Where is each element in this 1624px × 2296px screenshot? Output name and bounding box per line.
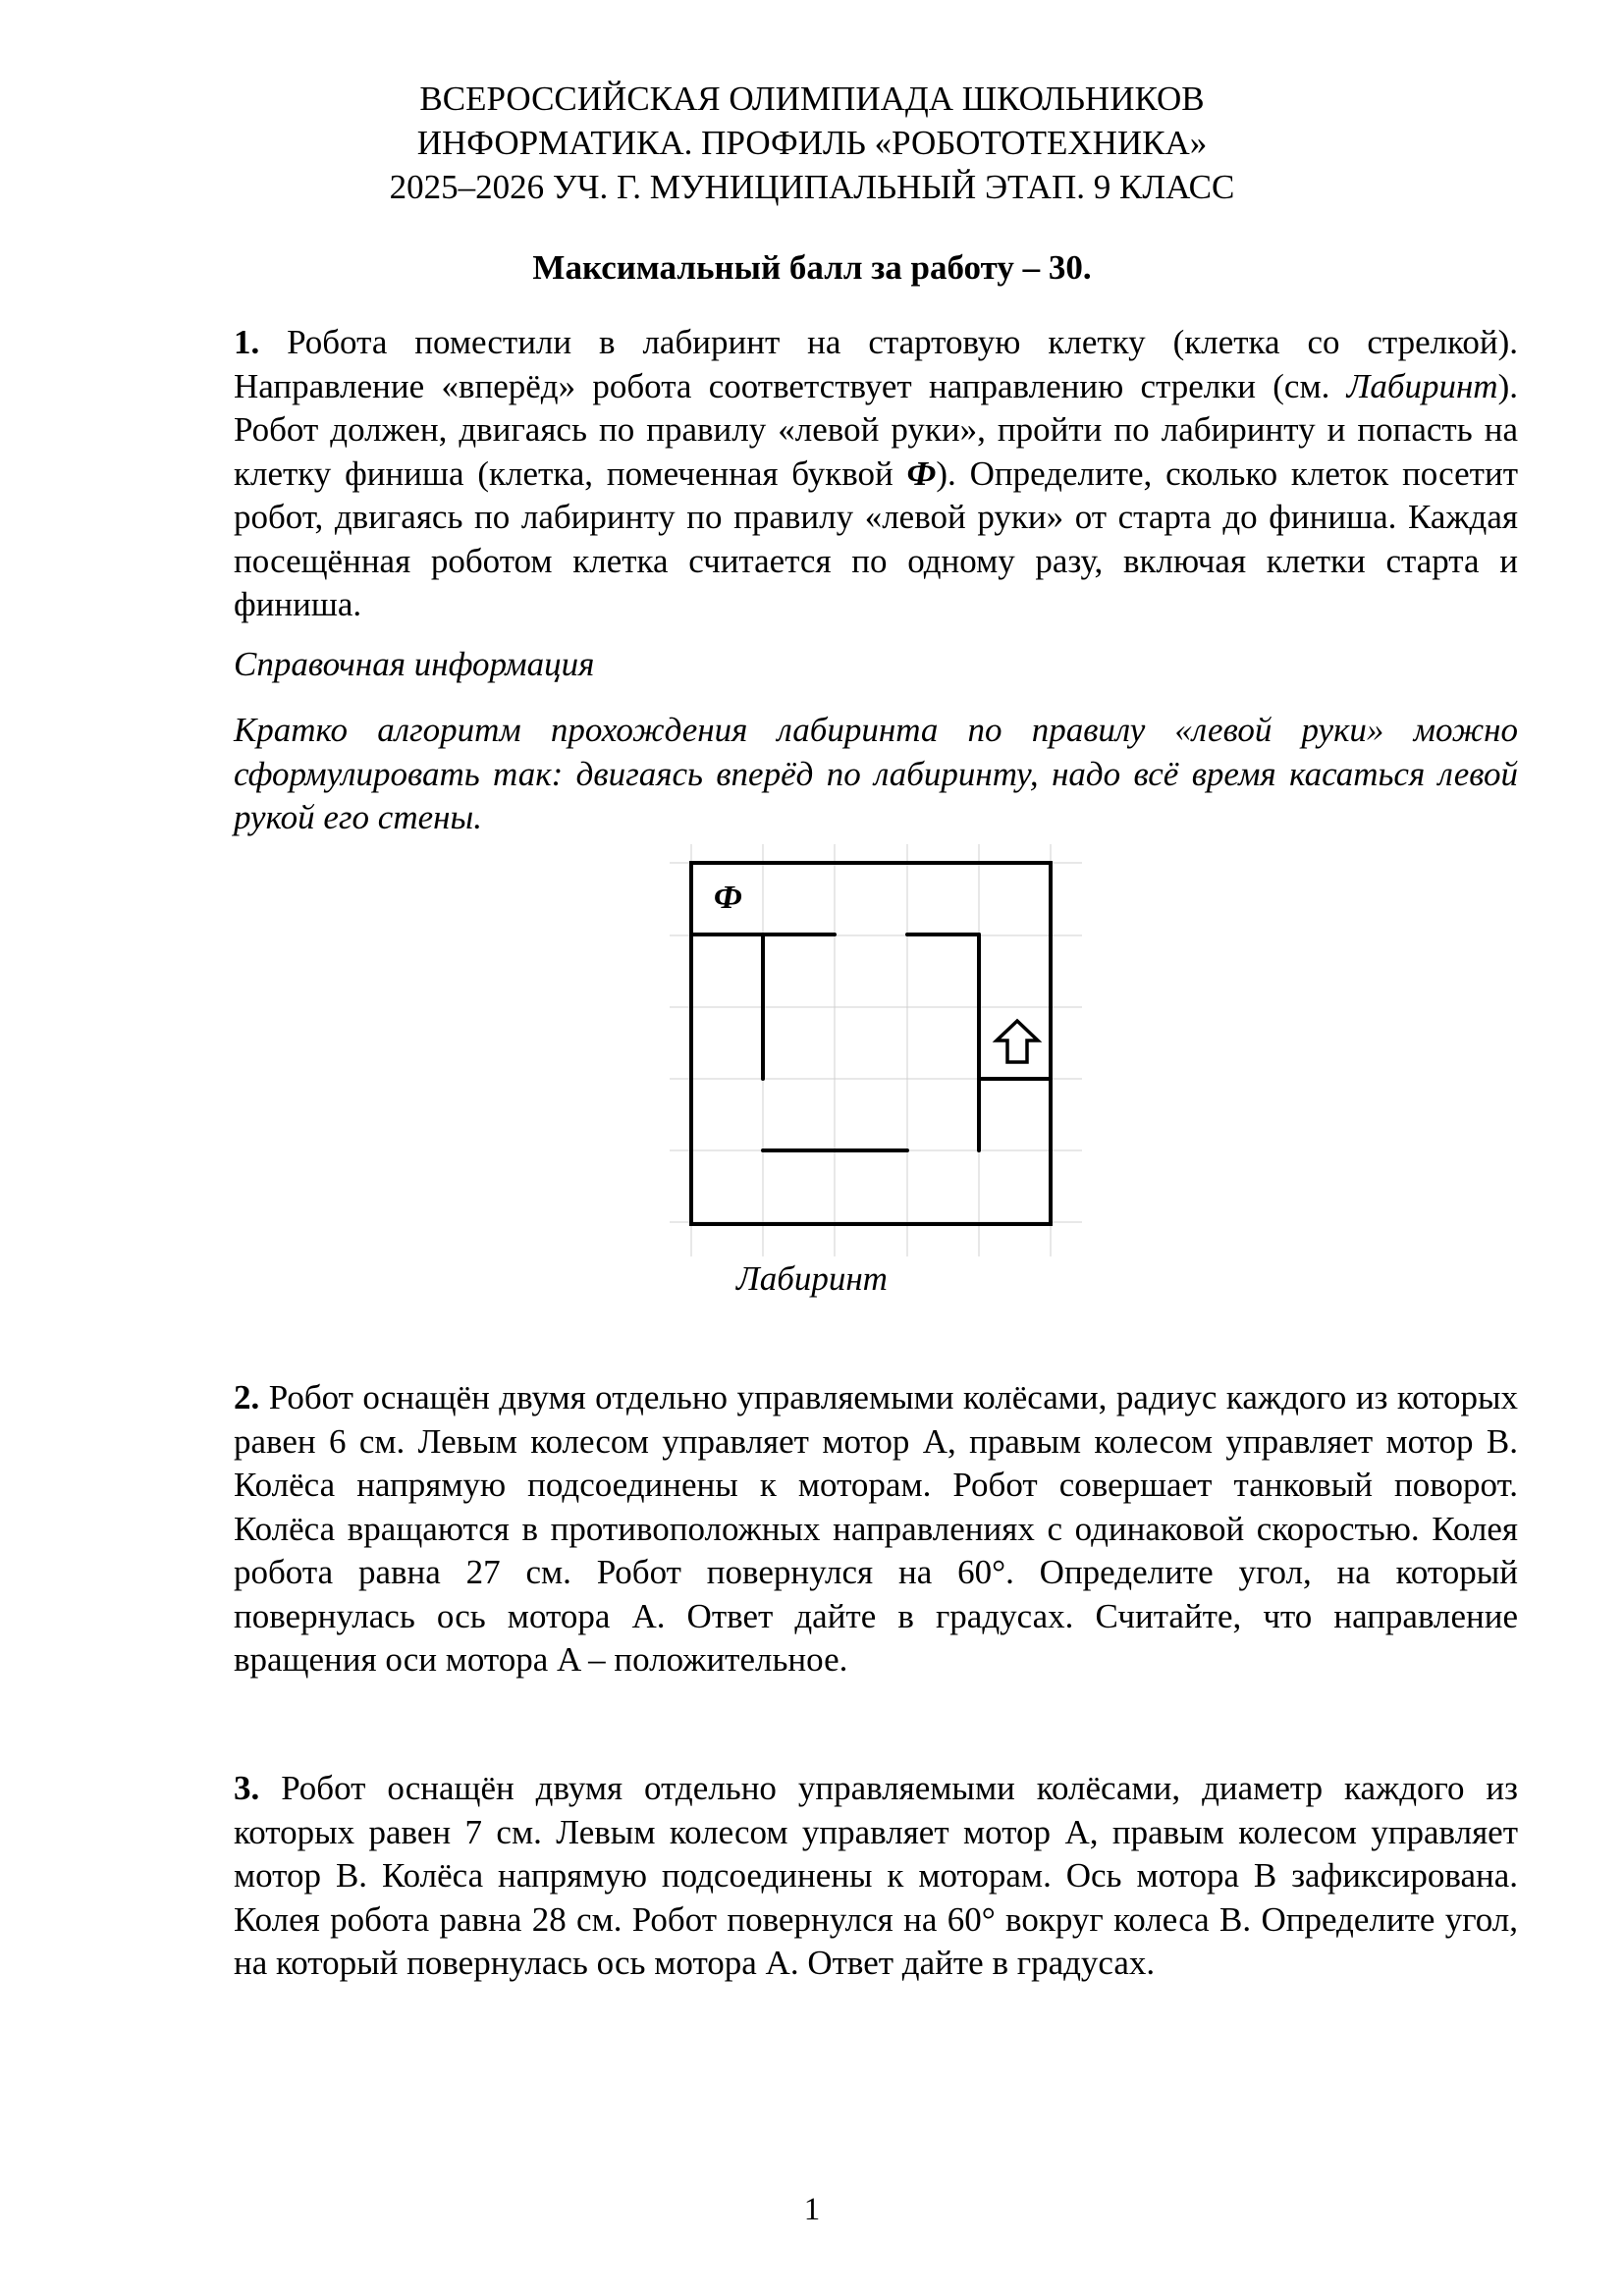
task-3 — [234, 1767, 1518, 1986]
task-1-text-a: Робота поместили в лабиринт на стартовую клетку (клетка со стрелкой). Направление «вперёд» робота соответствует направлению стрелки (см. — [234, 323, 1518, 405]
task-3-text: Робот оснащён двумя отдельно управляемыми колёсами, диаметр каждого из которых равен 7 см. Левым колесом управляет мотор A, правым колесом управляет мотор B. Колёса напрямую подсоединены к моторам. Ось мотора B зафиксирована. Колея робота равна 28 см. Робот повернулся на 60° вокруг колеса B. Определите угол, на который повернулась ось мотора A. Ответ дайте в градусах. — [234, 1769, 1518, 1982]
task-1-text-b: ). Робот должен, двигаясь по правилу «левой руки», пройти по лабиринту и попасть на клетку финиша (клетка, помеченная буквой — [234, 366, 1518, 493]
reference-text: Кратко алгоритм прохождения лабиринта по правилу «левой руки» можно сформулировать так: двигаясь вперёд по лабиринту, надо всё время касаться левой рукой его стены. — [234, 711, 1518, 836]
max-score: Максимальный балл за работу – 30. — [532, 248, 1092, 287]
header-line-1: ВСЕРОССИЙСКАЯ ОЛИМПИАДА ШКОЛЬНИКОВ — [419, 80, 1205, 118]
task-3-number: 3. — [234, 1769, 260, 1807]
document-header — [0, 77, 1624, 209]
header-line-2: ИНФОРМАТИКА. ПРОФИЛЬ «РОБОТОТЕХНИКА» — [416, 124, 1208, 162]
task-1-number: 1. — [234, 323, 260, 361]
header-line-3: 2025–2026 УЧ. Г. МУНИЦИПАЛЬНЫЙ ЭТАП. 9 КЛАСС — [389, 168, 1235, 206]
start-arrow-icon — [997, 1021, 1038, 1062]
maze-border — [691, 863, 1051, 1224]
finish-marker: Ф — [714, 880, 742, 916]
page-number: 1 — [803, 2192, 821, 2227]
finish-letter: Ф — [906, 454, 937, 493]
task-2-text: Робот оснащён двумя отдельно управляемыми колёсами, радиус каждого из которых равен 6 см. Левым колесом управляет мотор A, правым колесом управляет мотор B. Колёса напрямую подсоединены к моторам. Робот совершает танковый поворот. Колёса вращаются в противоположных направлениях с одинаковой скоростью. Колея робота равна 27 см. Робот повернулся на 60°. Определите угол, на который повернулась ось мотора A. Ответ дайте в градусах. Считайте, что направление вращения оси мотора A – положительное. — [234, 1378, 1518, 1679]
maze-diagram — [670, 844, 1082, 1256]
maze-caption: Лабиринт — [736, 1259, 888, 1298]
reference-title: Справочная информация — [234, 645, 595, 683]
task-2-number: 2. — [234, 1378, 260, 1416]
task-1-text-c: ). Определите, сколько клеток посетит робот, двигаясь по лабиринту по правилу «левой руки» от старта до финиша. Каждая посещённая роботом клетка считается по одному разу, включая клетки старта и финиша. — [234, 454, 1518, 623]
task-2 — [234, 1376, 1518, 1682]
maze-reference: Лабиринт — [1346, 366, 1498, 405]
task-1 — [234, 321, 1518, 627]
